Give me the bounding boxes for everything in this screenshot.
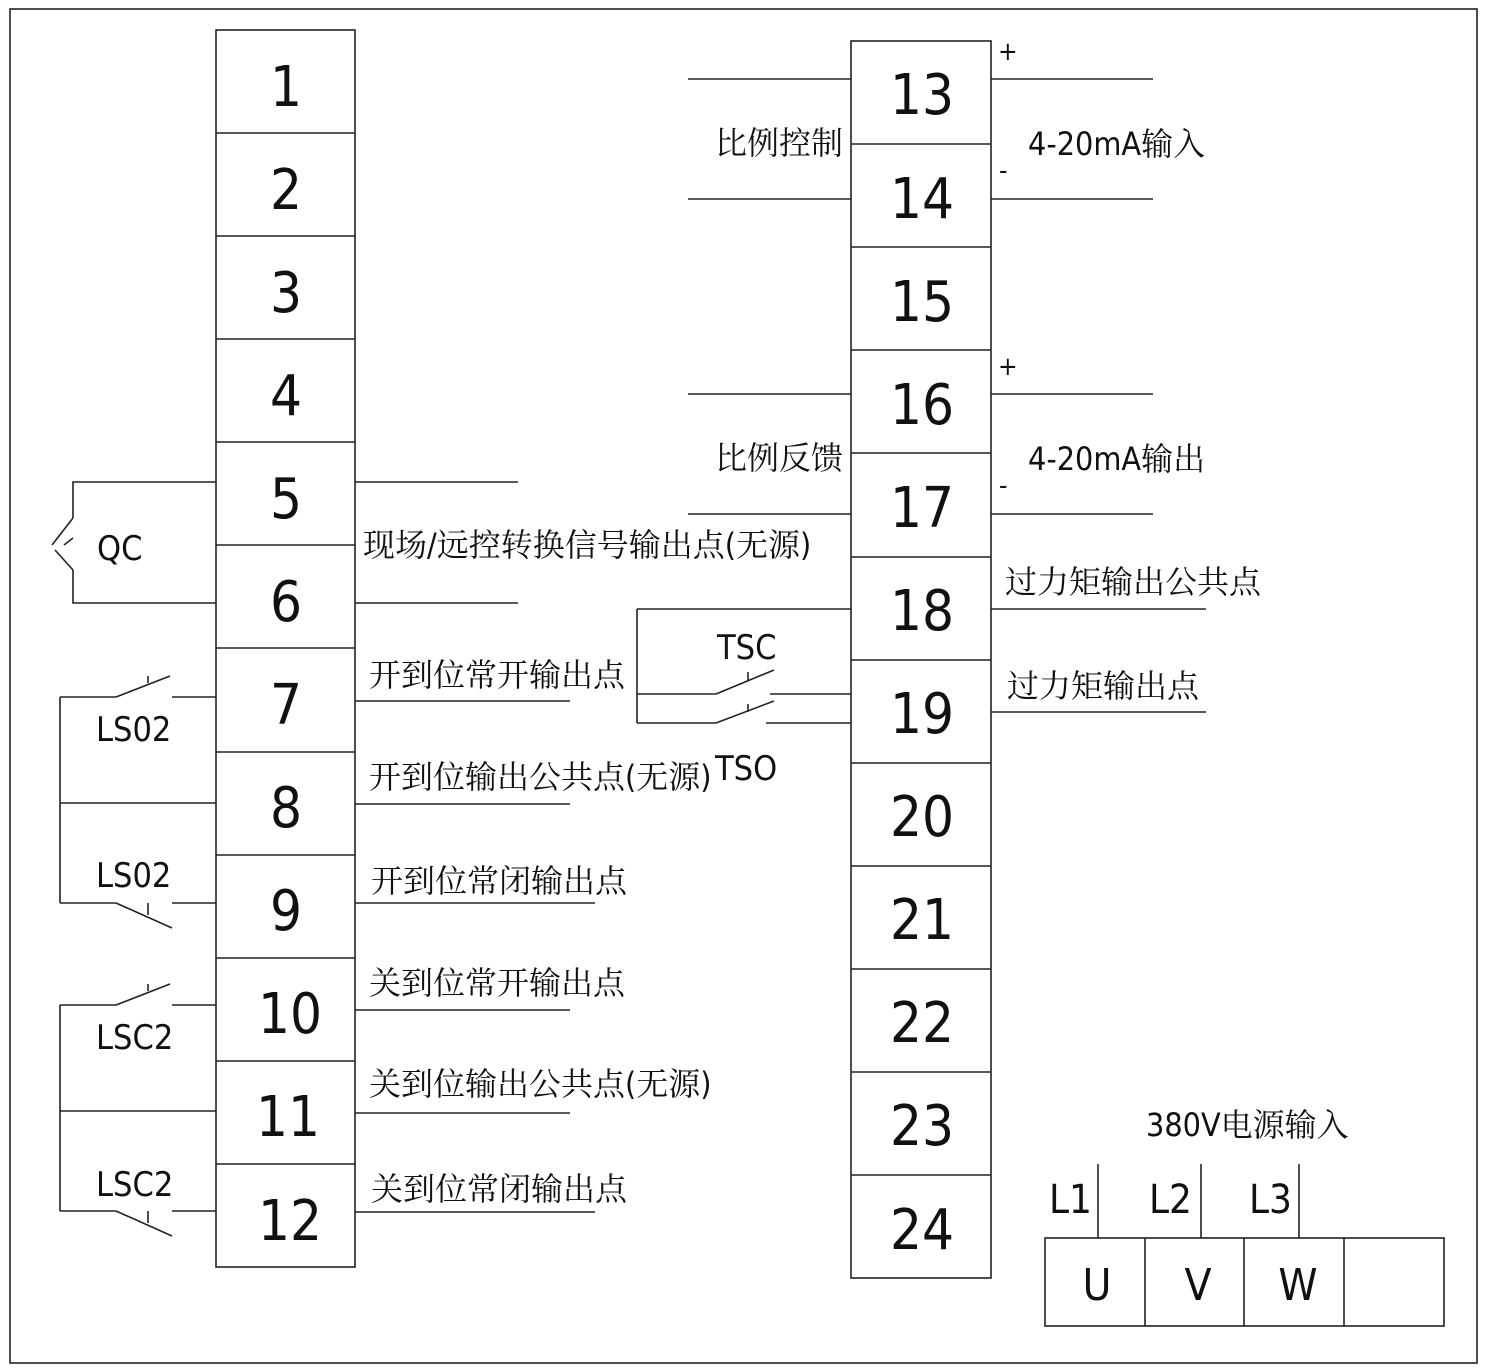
power-terminal-u: U [1082, 1260, 1112, 1311]
output-signal-label: 4-20mA输出 [1028, 440, 1206, 478]
minus-sign-1: - [999, 156, 1008, 186]
terminal-23: 23 [889, 1094, 955, 1159]
terminal-17: 17 [889, 476, 955, 541]
torque-common-label: 过力矩输出公共点 [1005, 563, 1262, 601]
terminal-22: 22 [889, 991, 955, 1056]
right-terminal-strip [851, 41, 991, 1278]
terminal-12-desc: 关到位常闭输出点 [371, 1170, 628, 1208]
terminal-18: 18 [889, 579, 955, 644]
terminal-8-desc: 开到位输出公共点(无源) [369, 758, 712, 796]
line-l1: L1 [1049, 1177, 1092, 1223]
lso2-label-bottom: LS02 [96, 856, 172, 896]
terminal-12: 12 [257, 1189, 323, 1254]
plus-sign-2: + [998, 352, 1018, 382]
terminal-2: 2 [269, 158, 303, 223]
terminal-13: 13 [889, 63, 955, 128]
terminal-4: 4 [269, 364, 303, 429]
terminal-8: 8 [269, 776, 303, 841]
terminal-19: 19 [889, 682, 955, 747]
terminal-3: 3 [269, 261, 303, 326]
terminal-7-desc: 开到位常开输出点 [369, 656, 626, 694]
terminal-21: 21 [889, 888, 955, 953]
lso2-label-top: LS02 [96, 710, 172, 750]
terminal-9: 9 [269, 879, 303, 944]
terminal-5: 5 [269, 467, 303, 532]
input-signal-label: 4-20mA输入 [1028, 125, 1206, 163]
terminal-6: 6 [269, 570, 303, 635]
power-terminal-w: W [1278, 1260, 1318, 1311]
terminal-10: 10 [257, 982, 323, 1047]
power-title: 380V电源输入 [1146, 1106, 1349, 1144]
tso-label: TSO [715, 749, 778, 789]
ratio-control-label: 比例控制 [715, 124, 844, 162]
terminal-14: 14 [889, 167, 955, 232]
power-terminal-v: V [1184, 1260, 1212, 1311]
terminal-15: 15 [889, 270, 955, 335]
line-l2: L2 [1149, 1177, 1192, 1223]
terminal-11: 11 [255, 1085, 321, 1150]
tsc-label: TSC [717, 628, 777, 668]
lsc2-label-top: LSC2 [96, 1018, 174, 1058]
qc-label: QC [97, 529, 143, 569]
line-l3: L3 [1249, 1177, 1292, 1223]
plus-sign-1: + [998, 37, 1018, 67]
qc-description: 现场/远控转换信号输出点(无源) [363, 526, 812, 564]
terminal-9-desc: 开到位常闭输出点 [371, 862, 628, 900]
ratio-feedback-label: 比例反馈 [715, 439, 844, 477]
terminal-1: 1 [269, 55, 303, 120]
terminal-7: 7 [269, 673, 303, 738]
minus-sign-2: - [999, 471, 1008, 501]
lsc2-label-bottom: LSC2 [96, 1165, 174, 1205]
terminal-16: 16 [889, 373, 955, 438]
torque-output-label: 过力矩输出点 [1007, 667, 1200, 705]
terminal-11-desc: 关到位输出公共点(无源) [369, 1065, 712, 1103]
terminal-20: 20 [889, 785, 955, 850]
left-terminal-strip [216, 30, 355, 1267]
terminal-10-desc: 关到位常开输出点 [369, 964, 626, 1002]
terminal-24: 24 [889, 1198, 955, 1263]
